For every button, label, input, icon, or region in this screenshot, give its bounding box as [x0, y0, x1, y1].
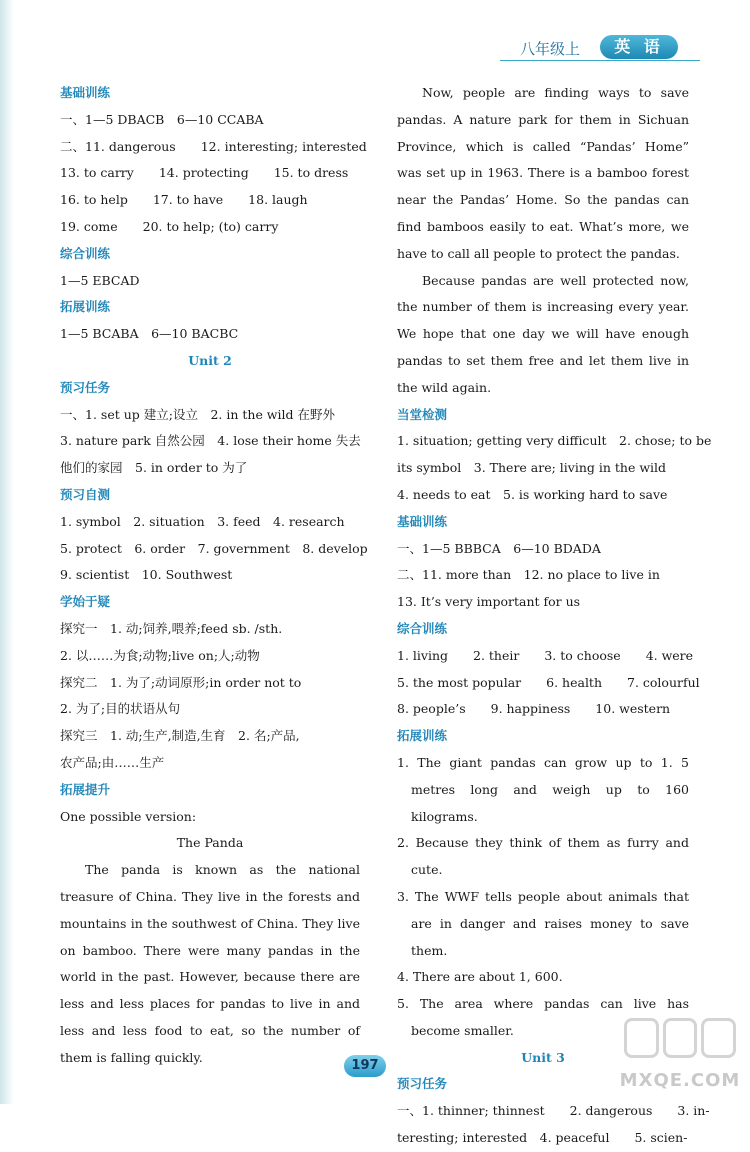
watermark-seal-icon: [624, 1018, 736, 1066]
answer-line: 2. 以……为食;动物;live on;人;动物: [60, 647, 260, 663]
answer-line: 1—5 BCABA 6—10 BACBC: [60, 326, 239, 342]
answer-line: 探究一 1. 动;饲养,喂养;feed sb. /sth.: [60, 620, 283, 636]
section-heading: 预习自测: [60, 486, 111, 502]
subject-badge: 英 语: [600, 35, 678, 59]
numbered-answer: 1. The giant pandas can grow up to 1. 5 metres long and weigh up to 160 kilograms.: [397, 754, 689, 824]
essay-paragraph: Now, people are finding ways to save pandas. A nature park for them in Sichuan Province, which is called “Pandas’ Home” was set up in 1963. There is a bamboo forest near the Pandas’ Home. So the pandas can find bamboos easily to eat. What’s more, we have to call all people to protect the pandas.: [397, 85, 689, 261]
answer-line: 一、1—5 DBACB 6—10 CCABA: [60, 111, 264, 127]
section-heading: 拓展提升: [60, 781, 111, 797]
answer-line: teresting; interested 4. peaceful 5. scien-: [397, 1130, 688, 1146]
section-heading: 拓展训练: [397, 728, 448, 744]
section-heading: 当堂检测: [397, 406, 448, 422]
answer-line: 1. symbol 2. situation 3. feed 4. research: [60, 513, 345, 529]
answer-line: 13. It’s very important for us: [397, 594, 581, 610]
page-number: 197: [344, 1055, 386, 1077]
unit-title: Unit 3: [521, 1049, 565, 1065]
answer-line: 农产品;由……生产: [60, 754, 165, 770]
section-heading: 基础训练: [60, 85, 111, 100]
essay-paragraph: The panda is known as the national treasure of China. They live in the forests and mountains in the southwest of China. They live on bamboo. There were many pandas in the world in the past. However, because there are less and less places for pandas to live in and less and less food to eat, so the number of them is falling quickly.: [60, 862, 360, 1065]
answer-line: 2. 为了;目的状语从句: [60, 701, 181, 717]
answer-line: 4. needs to eat 5. is working hard to save: [397, 486, 668, 502]
answer-line: 二、11. dangerous 12. interesting; interested: [60, 138, 367, 154]
answer-line: 16. to help 17. to have 18. laugh: [60, 192, 308, 208]
numbered-answer: 2. Because they think of them as furry and cute.: [397, 835, 689, 878]
section-heading: 拓展训练: [60, 299, 111, 315]
essay-paragraph: Because pandas are well protected now, the number of them is increasing every year. We hope that one day we will have enough pandas to set them free and let them live in the wild again.: [397, 272, 689, 395]
answer-line: 19. come 20. to help; (to) carry: [60, 218, 279, 234]
answer-line: 1—5 EBCAD: [60, 272, 140, 288]
answer-line: its symbol 3. There are; living in the wild: [397, 460, 667, 476]
answer-line: 一、1. thinner; thinnest 2. dangerous 3. in-: [397, 1103, 710, 1119]
answer-line: 5. protect 6. order 7. government 8. develop: [60, 540, 368, 556]
grade-label: 八年级上: [520, 40, 581, 58]
answer-line: 1. situation; getting very difficult 2. chose; to be: [397, 433, 712, 449]
numbered-answer: 5. The area where pandas can live has become smaller.: [397, 996, 689, 1038]
section-heading: 学始于疑: [60, 594, 111, 610]
section-heading: 综合训练: [60, 245, 111, 261]
answer-line: 5. the most popular 6. health 7. colourful: [397, 674, 700, 690]
section-heading: 综合训练: [397, 620, 448, 636]
answer-line: 探究三 1. 动;生产,制造,生育 2. 名;产品,: [60, 728, 300, 744]
right-column: [397, 80, 712, 1152]
answer-line: One possible version:: [60, 808, 197, 824]
numbered-answer: 4. There are about 1, 600.: [397, 969, 563, 985]
section-heading: 预习任务: [397, 1076, 448, 1092]
header-divider: [500, 60, 700, 61]
answer-line: 8. people’s 9. happiness 10. western: [397, 701, 671, 717]
answer-line: 1. living 2. their 3. to choose 4. were: [397, 647, 694, 663]
unit-title: Unit 2: [188, 352, 232, 368]
answer-line: 一、1—5 BBBCA 6—10 BDADA: [397, 540, 601, 556]
watermark-url: MXQE.COM: [619, 1070, 741, 1091]
answer-line: 二、11. more than 12. no place to live in: [397, 567, 660, 583]
answer-line: 3. nature park 自然公园 4. lose their home 失去: [60, 433, 361, 449]
section-heading: 预习任务: [60, 379, 111, 395]
watermark-logo: [618, 1018, 742, 1098]
essay-title: The Panda: [176, 835, 244, 851]
section-heading: 基础训练: [397, 513, 448, 529]
answer-line: 他们的家园 5. in order to 为了: [60, 460, 248, 476]
answer-line: 探究二 1. 为了;动词原形;in order not to: [60, 674, 302, 690]
answer-line: 一、1. set up 建立;设立 2. in the wild 在野外: [60, 406, 335, 422]
answer-line: 9. scientist 10. Southwest: [60, 567, 233, 583]
page-edge-shade: [0, 0, 14, 1104]
numbered-answer: 3. The WWF tells people about animals that are in danger and raises money to save them.: [397, 888, 689, 958]
answer-line: 13. to carry 14. protecting 15. to dress: [60, 165, 349, 181]
